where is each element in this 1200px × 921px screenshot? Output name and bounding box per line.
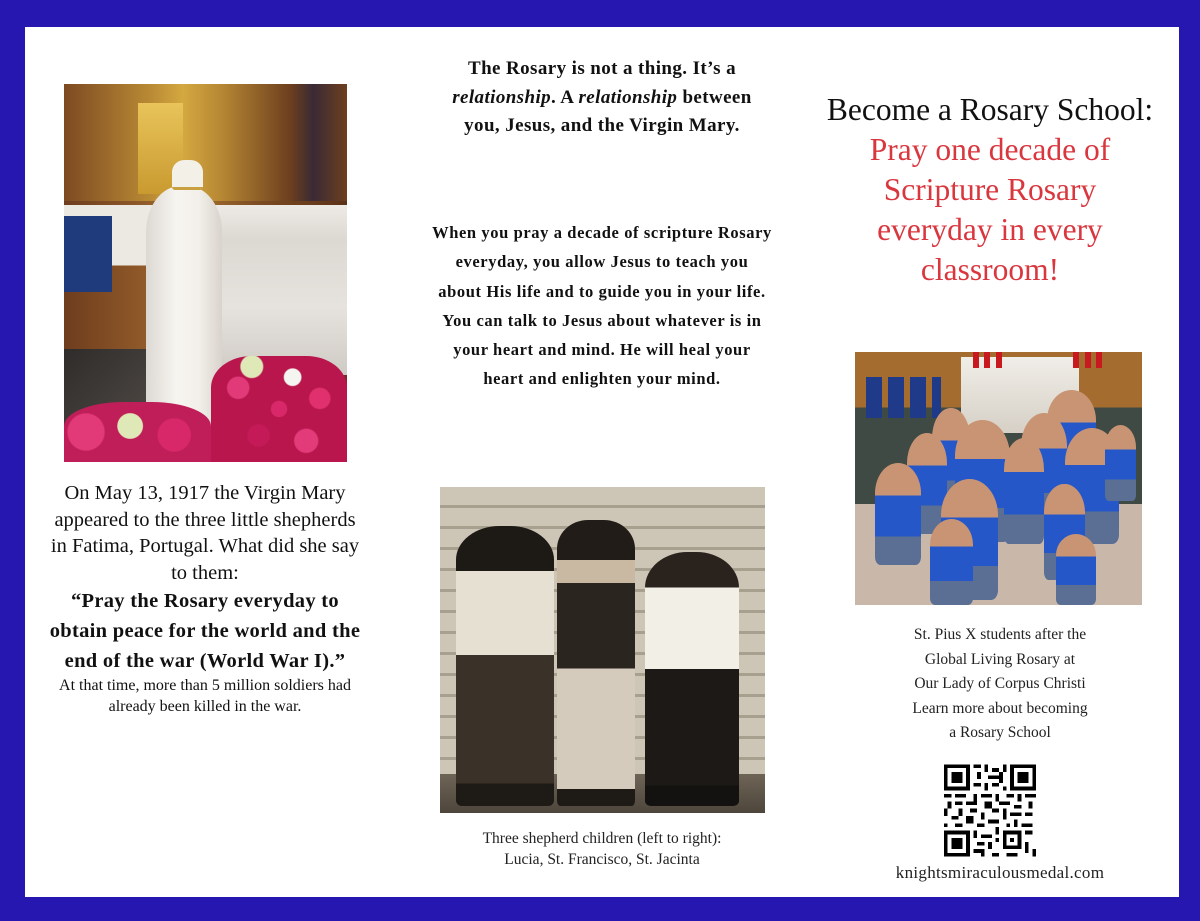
rosary-school-title [825,90,1155,290]
altar-background [64,84,347,201]
student [1105,425,1137,501]
shepherd-photo-caption [432,828,772,870]
title-red-callout: Pray one decade of Scripture Rosary everyday in every classroom! [869,132,1111,287]
heading-emphasis: relationship [452,86,552,108]
left-panel-text [45,480,365,717]
rose-bouquet-left [64,402,211,462]
student [1004,438,1044,544]
brochure-page [25,27,1179,897]
red-candle [973,352,979,368]
student [1056,534,1096,605]
students-photo-caption [835,623,1165,746]
heading-emphasis: relationship [578,86,678,108]
blue-chair [64,216,112,292]
blue-chairs [866,377,941,417]
heading-text: . A [551,86,579,108]
rose-bouquet-right [211,356,347,462]
caption-line: Lucia, St. Francisco, St. Jacinta [504,851,700,868]
relationship-heading [432,55,772,141]
shepherd-children-photo [440,487,765,813]
caption-line: Three shepherd children (left to right): [482,830,722,847]
war-note: At that time, more than 5 million soldiers had already been killed in the war. [59,677,351,715]
heading-text: between you, Jesus, and the Virgin Mary. [464,86,752,136]
students-group-photo [855,352,1142,605]
red-candle [1073,352,1079,368]
caption-line: Learn more about becoming [912,699,1088,717]
jacinta-figure [645,552,739,806]
title-black: Become a Rosary School: [826,92,1154,127]
website-link[interactable]: knightsmiraculousmedal.com [895,863,1105,882]
student [875,463,921,564]
decade-prayer-body: When you pray a decade of scripture Rosary everyday, you allow Jesus to teach you about His life and to guide you in your life. You can talk to Jesus about whatever is in your heart and mind. He will heal your heart and enlighten your mind. [432,223,772,389]
red-candle [1096,352,1102,368]
caption-line: Our Lady of Corpus Christi [914,675,1086,692]
red-candle [984,352,990,368]
mary-quote: “Pray the Rosary everyday to obtain peace for the world and the end of the war (World War I).” [49,590,361,672]
white-altar-table [214,205,347,375]
student [930,519,973,605]
qr-code-icon[interactable] [944,764,1036,857]
caption-line: St. Pius X students after the [913,626,1087,643]
red-candle [996,352,1002,368]
red-candle [1085,352,1091,368]
caption-line: a Rosary School [949,724,1051,741]
francisco-figure [557,520,635,807]
fatima-statue-photo [64,84,347,462]
heading-text: The Rosary is not a thing. It’s a [468,58,736,79]
lucia-figure [456,526,554,806]
caption-line: Global Living Rosary at [924,650,1076,668]
apparition-intro: On May 13, 1917 the Virgin Mary appeared to the three little shepherds in Fatima, Portugal. What did she say to them: [50,482,360,584]
statue-crown [172,160,203,190]
